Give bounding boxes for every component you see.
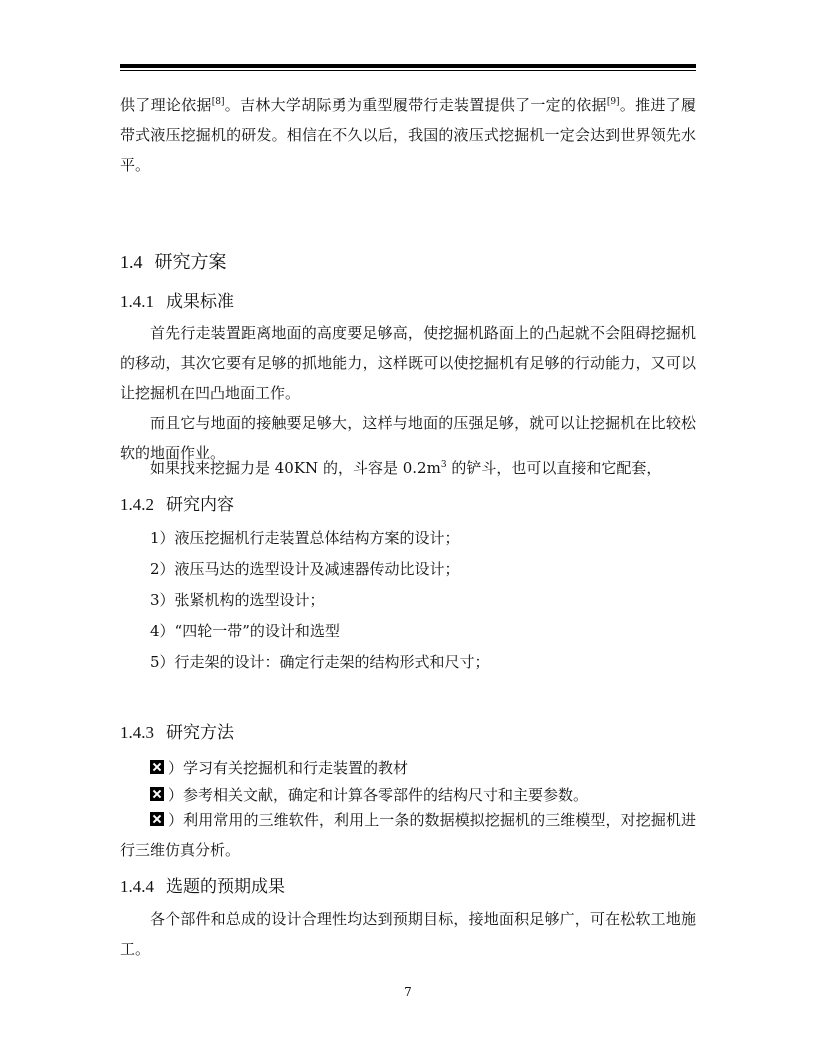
header-rule-thick bbox=[120, 64, 696, 68]
page-number: 7 bbox=[404, 985, 412, 999]
section-title: 研究方法 bbox=[166, 723, 234, 743]
section-number: 1.4.1 bbox=[120, 292, 154, 311]
section-title: 选题的预期成果 bbox=[166, 877, 285, 897]
content-item: 2）液压马达的选型设计及减速器传动比设计； bbox=[150, 560, 460, 578]
citation-9: [9] bbox=[606, 97, 620, 107]
superscript-3: 3 bbox=[440, 460, 447, 470]
expected-results-paragraph: 各个部件和总成的设计合理性均达到预期目标，接地面积足够广，可在松软工地施工。 bbox=[120, 910, 696, 958]
content-item: 3）张紧机构的选型设计； bbox=[150, 591, 325, 609]
method-text: ）参考相关文献，确定和计算各零部件的结构尺寸和主要参数。 bbox=[168, 786, 589, 804]
section-1-4-1-heading bbox=[120, 287, 234, 312]
content-item: 5）行走架的设计：确定行走架的结构形式和尺寸； bbox=[150, 653, 490, 671]
intro-text-c: 。推进了履带式液压挖掘机的研发。相信在不久以后，我国的液压式挖掘机一定会达到世界领先水平。 bbox=[120, 96, 696, 174]
section-1-4-4-heading bbox=[120, 872, 285, 897]
section-title: 研究内容 bbox=[166, 495, 234, 515]
section-number: 1.4.4 bbox=[120, 877, 154, 896]
intro-paragraph bbox=[120, 90, 696, 180]
intro-text-b: 。吉林大学胡际勇为重型履带行走装置提供了一定的依据 bbox=[224, 96, 607, 114]
citation-8: [8] bbox=[211, 97, 225, 107]
standards-text-a: 如果找来挖掘力是 40KN 的，斗容是 0.2m bbox=[150, 459, 441, 477]
section-number: 1.4.3 bbox=[120, 723, 154, 742]
method-text: ）学习有关挖掘机和行走装置的教材 bbox=[168, 759, 409, 777]
content-item: 1）液压挖掘机行走装置总体结构方案的设计； bbox=[150, 529, 460, 547]
standards-paragraph-3 bbox=[120, 453, 696, 483]
checkbox-x-icon bbox=[150, 812, 164, 826]
header-rule-thin bbox=[120, 70, 696, 71]
section-title: 研究方案 bbox=[154, 252, 227, 273]
checkbox-x-icon bbox=[150, 787, 164, 801]
content-item: 4）“四轮一带”的设计和选型 bbox=[150, 622, 340, 640]
section-title: 成果标准 bbox=[166, 292, 234, 312]
standards-paragraph-1: 首先行走装置距离地面的高度要足够高，使挖掘机路面上的凸起就不会阻碍挖掘机的移动，其次它要有足够的抓地能力，这样既可以使挖掘机有足够的行动能力，又可以让挖掘机在凹凸地面工作。 bbox=[120, 324, 696, 402]
intro-text-a: 供了理论依据 bbox=[120, 96, 212, 114]
section-1-4-2-heading bbox=[120, 490, 234, 515]
section-number: 1.4.2 bbox=[120, 495, 154, 514]
standards-paragraph-2: 而且它与地面的接触要足够大，这样与地面的压强足够，就可以让挖掘机在比较松软的地面作业。 bbox=[120, 414, 696, 462]
section-number: 1.4 bbox=[120, 252, 143, 272]
section-1-4-3-heading bbox=[120, 718, 234, 743]
section-1-4-heading bbox=[120, 248, 227, 274]
standards-text-b: 的铲斗，也可以直接和它配套， bbox=[446, 459, 662, 477]
method-item bbox=[120, 753, 696, 783]
method-item bbox=[120, 805, 696, 865]
method-text: ）利用常用的三维软件，利用上一条的数据模拟挖掘机的三维模型，对挖掘机进行三维仿真分析。 bbox=[120, 811, 696, 859]
checkbox-x-icon bbox=[150, 760, 164, 774]
